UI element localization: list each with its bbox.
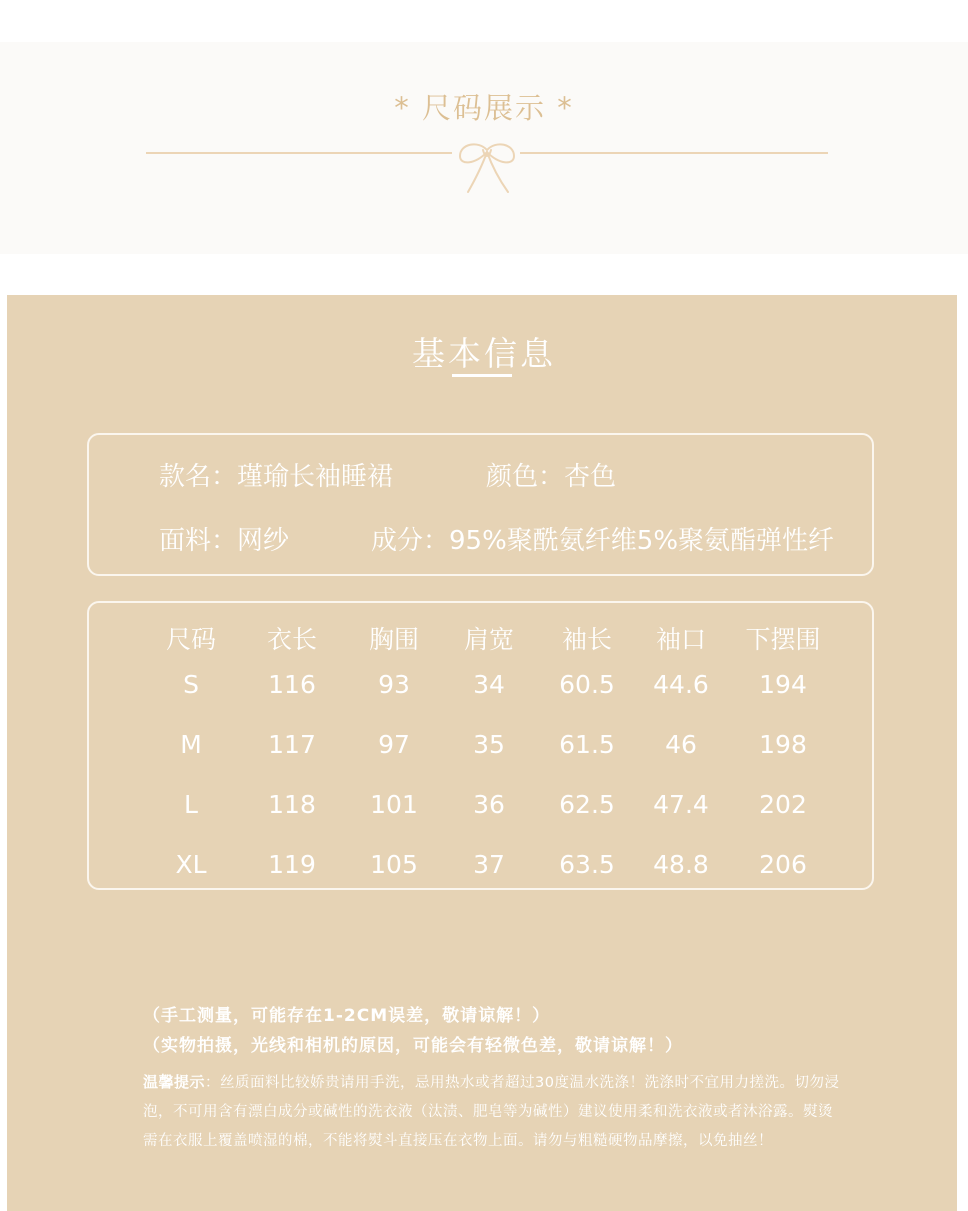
size-measure-cell: 44.6: [653, 670, 709, 699]
composition-info: 成分：95%聚酰氨纤维5%聚氨酯弹性纤: [371, 526, 835, 556]
size-label-cell: XL: [175, 850, 207, 879]
size-measure-cell: 34: [473, 670, 505, 699]
title-underline: [452, 374, 512, 377]
measurement-note: （手工测量，可能存在1-2CM误差，敬请谅解！）: [143, 1006, 551, 1026]
care-tips-label: 温馨提示: [143, 1073, 206, 1091]
size-measure-cell: 35: [473, 730, 505, 759]
size-label-cell: S: [183, 670, 199, 699]
size-measure-cell: 97: [378, 730, 410, 759]
size-measure-cell: 48.8: [653, 850, 709, 879]
size-measure-cell: 119: [268, 850, 316, 879]
size-table-header: 下摆围: [745, 625, 821, 654]
style-name: 款名：瑾瑜长袖睡裙: [159, 462, 394, 492]
divider-left: [146, 152, 452, 154]
size-measure-cell: 37: [473, 850, 505, 879]
size-measure-cell: 116: [268, 670, 316, 699]
size-table-header: 胸围: [368, 625, 419, 654]
size-measure-cell: 105: [370, 850, 418, 879]
size-measure-cell: 46: [665, 730, 697, 759]
size-measure-cell: 61.5: [559, 730, 615, 759]
size-display-title: * 尺码展示 *: [394, 91, 574, 125]
size-measure-cell: 60.5: [559, 670, 615, 699]
size-measure-cell: 206: [759, 850, 807, 879]
size-table-header: 衣长: [266, 625, 317, 654]
bow-icon: [452, 138, 522, 196]
size-table-header: 肩宽: [463, 625, 514, 654]
care-tips-text: ：丝质面料比较娇贵请用手洗，忌用热水或者超过30度温水洗涤！洗涤时不宜用力搓洗。切勿浸泡，不可用含有漂白成分或碱性的洗衣液（汰渍、肥皂等为碱性）建议使用柔和洗衣液或者沐浴露。熨烫需在衣服上覆盖喷湿的棉，不能将熨斗直接压在衣物上面。请勿与粗糙硬物品摩擦，以免抽丝！: [143, 1075, 840, 1149]
size-measure-cell: 47.4: [653, 790, 709, 819]
size-measure-cell: 117: [268, 730, 316, 759]
color-info: 颜色：杏色: [486, 462, 617, 492]
size-label-cell: M: [180, 730, 202, 759]
size-measure-cell: 118: [268, 790, 316, 819]
size-measure-cell: 36: [473, 790, 505, 819]
divider-right: [520, 152, 828, 154]
size-measure-cell: 63.5: [559, 850, 615, 879]
size-measure-cell: 62.5: [559, 790, 615, 819]
size-measure-cell: 194: [759, 670, 807, 699]
care-tips: [143, 1068, 843, 1156]
size-table-header: 袖口: [655, 625, 706, 654]
size-measure-cell: 101: [370, 790, 418, 819]
size-measure-cell: 202: [759, 790, 807, 819]
photo-note: （实物拍摄，光线和相机的原因，可能会有轻微色差，敬请谅解！）: [143, 1036, 683, 1056]
basic-info-title: 基本信息: [412, 334, 556, 373]
fabric-info: 面料：网纱: [159, 526, 290, 556]
size-measure-cell: 93: [378, 670, 410, 699]
size-table-header: 袖长: [561, 625, 612, 654]
size-measure-cell: 198: [759, 730, 807, 759]
size-table-header: 尺码: [165, 625, 216, 654]
size-label-cell: L: [184, 790, 198, 819]
